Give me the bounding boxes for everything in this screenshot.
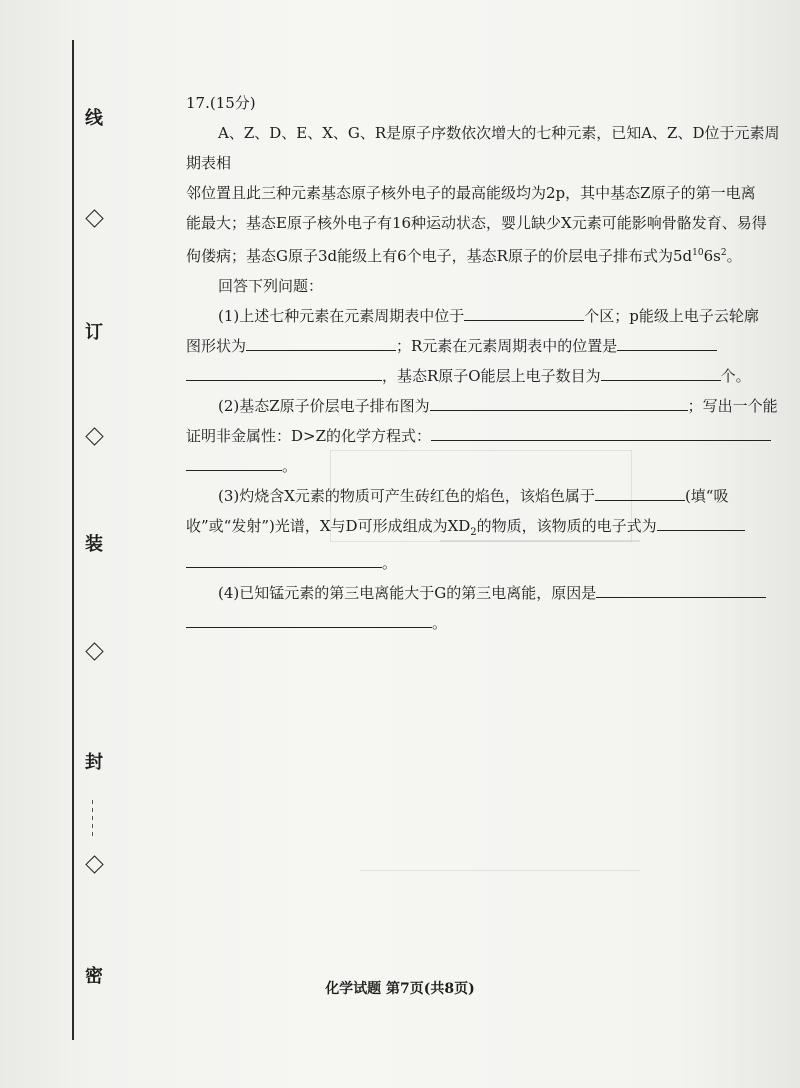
answer-blank[interactable]: [464, 302, 584, 321]
part-3: (3)灼烧含X元素的物质可产生砖红色的焰色，该焰色属于 (填“吸: [186, 481, 786, 511]
stem-line: 邻位置且此三种元素基态原子核外电子的最高能级均为2p，其中基态Z原子的第一电离: [186, 184, 756, 202]
question-17: [186, 88, 786, 638]
part-2: 证明非金属性：D>Z的化学方程式：: [186, 421, 786, 451]
part-3: 收”或“发射”)光谱，X与D可形成组成为$XD_2$的物质，该物质的电子式为: [186, 511, 786, 548]
binding-diamond-icon: [85, 427, 103, 445]
answer-blank[interactable]: [431, 422, 771, 441]
question-number: 17.(15分): [186, 94, 256, 112]
answer-blank[interactable]: [617, 332, 717, 351]
binding-line: [72, 40, 74, 1040]
binding-char-feng: 封: [85, 752, 103, 773]
answer-blank[interactable]: [596, 579, 766, 598]
answer-blank[interactable]: [186, 452, 282, 471]
answer-blank[interactable]: [186, 609, 432, 628]
answer-blank[interactable]: [186, 362, 382, 381]
binding-char-xian: 线: [85, 108, 103, 129]
bleed-through-apparatus: [360, 800, 640, 871]
answer-blank[interactable]: [657, 512, 745, 531]
binding-char-zhuang: 装: [85, 534, 103, 555]
part-4: (4)已知锰元素的第三电离能大于G的第三电离能，原因是: [186, 578, 786, 608]
answer-prompt: 回答下列问题：: [218, 277, 324, 295]
stem-line: 能最大；基态E原子核外电子有16种运动状态，婴儿缺少X元素可能影响骨骼发育、易得: [186, 214, 767, 232]
part-4: 。: [186, 608, 786, 638]
page-footer: 化学试题 第7页(共8页): [325, 981, 475, 997]
stem-line: 佝偻病；基态G原子3d能级上有6个电子，基态R原子的价层电子排布式为$5d^{10}6s^2$。: [186, 247, 742, 265]
binding-diamond-icon: [85, 209, 103, 227]
part-2: 。: [186, 451, 786, 481]
answer-blank[interactable]: [595, 482, 685, 501]
answer-blank[interactable]: [186, 549, 382, 568]
part-3: 。: [186, 548, 786, 578]
answer-blank[interactable]: [246, 332, 396, 351]
binding-char-mi: 密: [85, 966, 103, 987]
binding-diamond-icon: [85, 642, 103, 660]
part-1: (1)上述七种元素在元素周期表中位于 个区；p能级上电子云轮廓: [186, 301, 786, 331]
binding-diamond-icon: [85, 855, 103, 873]
binding-char-ding: 订: [85, 322, 103, 343]
part-1: ，基态R原子O能层上电子数目为 个。: [186, 361, 786, 391]
stem-line: A、Z、D、E、X、G、R是原子序数依次增大的七种元素，已知A、Z、D位于元素周期表相: [186, 124, 780, 172]
answer-blank[interactable]: [601, 362, 721, 381]
part-2: (2)基态Z原子价层电子排布图为 ；写出一个能: [186, 391, 786, 421]
answer-blank[interactable]: [430, 392, 688, 411]
binding-dash: [92, 800, 93, 840]
part-1: 图形状为 ；R元素在元素周期表中的位置是: [186, 331, 786, 361]
